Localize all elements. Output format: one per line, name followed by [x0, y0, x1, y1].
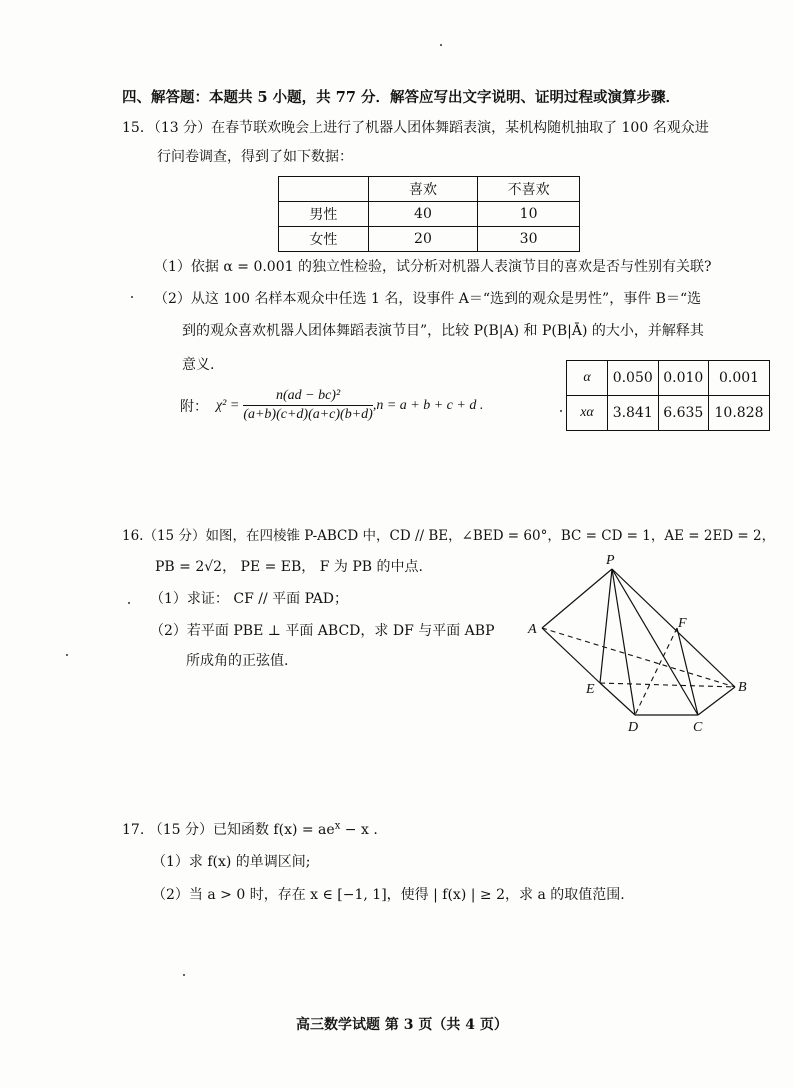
label-C: C: [693, 720, 703, 735]
edge-CB: [698, 687, 735, 715]
label-D: D: [628, 720, 639, 735]
q17-line1-text: 17. （15 分）已知函数 f(x) = ae: [122, 822, 335, 838]
q15-line2: 行问卷调查，得到了如下数据：: [157, 149, 353, 165]
edge-AB-hidden: [542, 628, 735, 687]
edge-PB: [612, 569, 735, 687]
scan-speck: [560, 410, 562, 412]
survey-table: [278, 176, 580, 252]
survey-cell: 男性: [279, 202, 369, 227]
x-alpha-cell: 10.828: [709, 396, 770, 431]
survey-cell: 女性: [279, 227, 369, 252]
page-footer: 高三数学试题 第 3 页（共 4 页）: [296, 1017, 508, 1033]
edge-PA: [542, 569, 612, 628]
q17-part1: （1）求 f(x) 的单调区间;: [152, 854, 311, 870]
alpha-cell: 0.001: [709, 361, 770, 396]
q15-part2-line1: （2）从这 100 名样本观众中任选 1 名，设事件 A＝“选到的观众是男性”，事件 B＝“选: [154, 291, 702, 307]
x-alpha-label: xα: [567, 396, 608, 431]
q17-line1: [122, 819, 378, 839]
edge-ED: [600, 683, 635, 715]
q17-part2: （2）当 a > 0 时，存在 x ∈ [−1, 1]，使得 | f(x) | ≥ 2，求 a 的取值范围.: [152, 887, 625, 903]
table-row: [279, 202, 580, 227]
edge-PC: [612, 569, 698, 715]
alpha-cell: 0.050: [608, 361, 659, 396]
pyramid-figure: [520, 555, 760, 740]
label-A: A: [528, 622, 537, 637]
q17-line1-tail: − x .: [340, 822, 378, 838]
label-B: B: [738, 680, 747, 695]
formula-fraction: [243, 388, 373, 423]
alpha-cell: 0.010: [658, 361, 709, 396]
q16-part2-line2: 所成角的正弦值.: [186, 653, 289, 669]
table-row: [567, 396, 770, 431]
edge-FD-hidden: [635, 628, 677, 715]
critical-value-table: [566, 360, 770, 431]
x-alpha-cell: 6.635: [658, 396, 709, 431]
q15-line1: 15．（13 分）在春节联欢晚会上进行了机器人团体舞蹈表演，某机构随机抽取了 100 名观众进: [122, 120, 709, 136]
label-P: P: [606, 555, 615, 568]
formula-prefix: 附：: [180, 398, 208, 415]
chi-symbol: χ² =: [216, 397, 240, 413]
scan-speck: [128, 602, 130, 604]
q15-part2-line2: 到的观众喜欢机器人团体舞蹈表演节目”，比较 P(B|A) 和 P(B|Ā) 的大小，并解释其: [182, 323, 704, 339]
survey-cell: 30: [478, 227, 580, 252]
label-F: F: [678, 616, 687, 631]
table-row: [279, 227, 580, 252]
q16-part2-line1: （2）若平面 PBE ⊥ 平面 ABCD，求 DF 与平面 ABP: [150, 623, 495, 639]
q15-part1: （1）依据 α = 0.001 的独立性检验，试分析对机器人表演节目的喜欢是否与性别有关联?: [154, 259, 712, 275]
table-row: [567, 361, 770, 396]
survey-header-dislike: 不喜欢: [478, 177, 580, 202]
formula-denominator: (a+b)(c+d)(a+c)(b+d): [243, 407, 373, 422]
chi-square-formula: [180, 388, 483, 423]
alpha-label: α: [567, 361, 608, 396]
scan-speck: [440, 44, 442, 46]
survey-cell: 40: [368, 202, 477, 227]
edge-PD: [612, 569, 635, 715]
scan-speck: [131, 296, 133, 298]
edge-EB-hidden: [600, 683, 735, 687]
survey-header-blank: [279, 177, 369, 202]
q15-part2-line3: 意义.: [182, 357, 215, 373]
section-heading: 四、解答题：本题共 5 小题，共 77 分．解答应写出文字说明、证明过程或演算步骤．: [122, 89, 680, 106]
edge-AE: [542, 628, 600, 683]
scan-speck: [66, 654, 68, 656]
survey-header-row: [279, 177, 580, 202]
scan-speck: [183, 974, 185, 976]
q16-line2: PB = 2√2， PE = EB， F 为 PB 的中点.: [155, 559, 423, 575]
q17-exponent: x: [334, 820, 341, 832]
formula-tail: ,n = a + b + c + d .: [372, 397, 484, 413]
x-alpha-cell: 3.841: [608, 396, 659, 431]
survey-header-like: 喜欢: [368, 177, 477, 202]
survey-cell: 10: [478, 202, 580, 227]
q16-part1: （1）求证： CF // 平面 PAD；: [150, 591, 349, 607]
q16-line1: 16.（15 分）如图，在四棱锥 P-ABCD 中，CD // BE，∠BED = 60°，BC = CD = 1，AE = 2ED = 2，: [122, 528, 776, 544]
survey-cell: 20: [368, 227, 477, 252]
edge-PE: [600, 569, 612, 683]
label-E: E: [586, 682, 595, 697]
formula-numerator: n(ad − bc)²: [243, 388, 373, 406]
